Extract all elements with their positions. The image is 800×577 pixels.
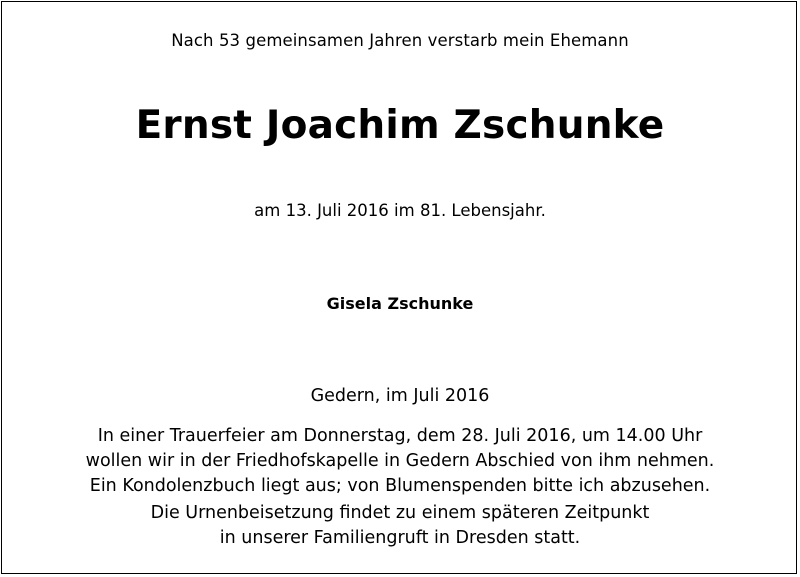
- burial-line: Die Urnenbeisetzung findet zu einem späteren Zeitpunkt: [150, 503, 650, 523]
- death-date-text: am 13. Juli 2016 im 81. Lebensjahr.: [254, 201, 546, 220]
- ceremony-line: Ein Kondolenzbuch liegt aus; von Blumenspenden bitte ich abzusehen.: [89, 476, 711, 496]
- burial-line: in unserer Familiengruft in Dresden statt.: [219, 528, 581, 548]
- intro-text: Nach 53 gemeinsamen Jahren verstarb mein Ehemann: [171, 31, 629, 50]
- deceased-name: Ernst Joachim Zschunke: [135, 103, 665, 148]
- ceremony-line: In einer Trauerfeier am Donnerstag, dem 28. Juli 2016, um 14.00 Uhr: [97, 426, 703, 446]
- place-date-text: Gedern, im Juli 2016: [310, 386, 490, 406]
- ceremony-line: wollen wir in der Friedhofskapelle in Gedern Abschied von ihm nehmen.: [85, 451, 715, 471]
- signer-name: Gisela Zschunke: [326, 294, 474, 313]
